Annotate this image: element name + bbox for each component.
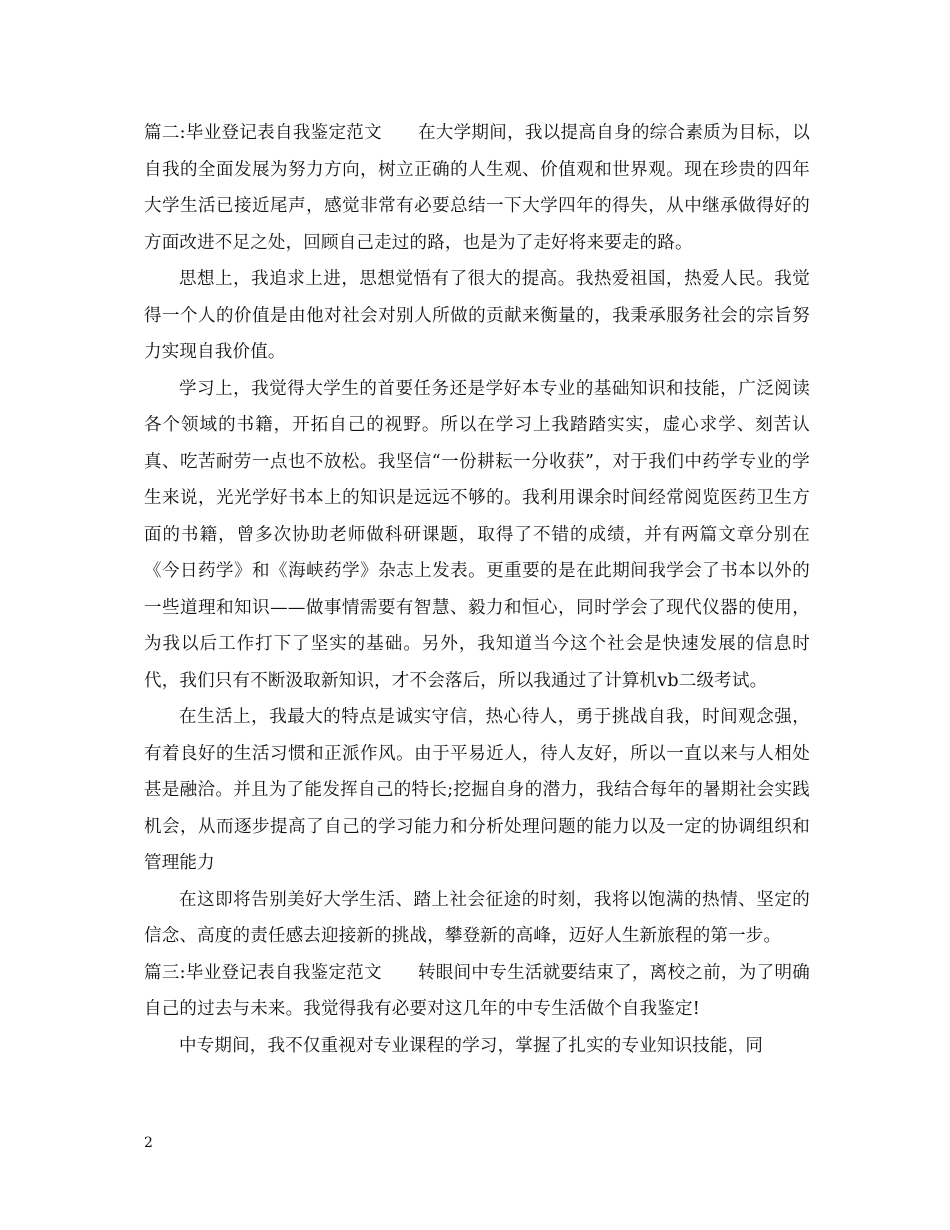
section-2-heading: 篇二:毕业登记表自我鉴定范文 [144, 123, 382, 143]
paragraph-farewell: 在这即将告别美好大学生活、踏上社会征途的时刻，我将以饱满的热情、坚定的信念、高度的责任感去迎接新的挑战，攀登新的高峰，迈好人生新旅程的第一步。 [144, 889, 810, 946]
page-number: 2 [144, 1135, 153, 1151]
section-2-intro-text: 在大学期间，我以提高自身的综合素质为目标，以自我的全面发展为努力方向，树立正确的人生观、价值观和世界观。现在珍贵的四年大学生活已接近尾声，感觉非常有必要总结一下大学四年的得失，从中继承做得好的方面改进不足之处，回顾自己走过的路，也是为了走好将来要走的路。 [144, 123, 810, 253]
paragraph-life: 在生活上，我最大的特点是诚实守信，热心待人，勇于挑战自我，时间观念强，有着良好的生活习惯和正派作风。由于平易近人，待人友好，所以一直以来与人相处甚是融洽。并且为了能发挥自己的特长;挖掘自身的潜力，我结合每年的暑期社会实践机会，从而逐步提高了自己的学习能力和分析处理问题的能力以及一定的协调组织和管理能力 [144, 707, 810, 873]
paragraph-ideology: 思想上，我追求上进，思想觉悟有了很大的提高。我热爱祖国，热爱人民。我觉得一个人的价值是由他对社会对别人所做的贡献来衡量的，我秉承服务社会的宗旨努力实现自我价值。 [144, 269, 810, 362]
paragraph-study: 学习上，我觉得大学生的首要任务还是学好本专业的基础知识和技能，广泛阅读各个领域的书籍，开拓自己的视野。所以在学习上我踏踏实实，虚心求学、刻苦认真、吃苦耐劳一点也不放松。我坚信“一份耕耘一分收获”，对于我们中药学专业的学生来说，光光学好书本上的知识是远远不够的。我利用课余时间经常阅览医药卫生方面的书籍，曾多次协助老师做科研课题，取得了不错的成绩，并有两篇文章分别在《今日药学》和《海峡药学》杂志上发表。更重要的是在此期间我学会了书本以外的一些道理和知识——做事情需要有智慧、毅力和恒心，同时学会了现代仪器的使用，为我以后工作打下了坚实的基础。另外，我知道当今这个社会是快速发展的信息时代，我们只有不断汲取新知识，才不会落后，所以我通过了计算机vb二级考试。 [144, 378, 810, 691]
document-body [144, 115, 810, 1064]
section-2-intro-paragraph [144, 115, 810, 261]
section-3-intro-text: 转眼间中专生活就要结束了，离校之前，为了明确自己的过去与未来。我觉得我有必要对这几年的中专生活做个自我鉴定! [144, 962, 810, 1019]
section-3-heading: 篇三:毕业登记表自我鉴定范文 [144, 962, 382, 983]
paragraph-technical-school: 中专期间，我不仅重视对专业课程的学习，掌握了扎实的专业知识技能，同 [179, 1035, 764, 1056]
section-3-intro-paragraph [144, 955, 810, 1028]
